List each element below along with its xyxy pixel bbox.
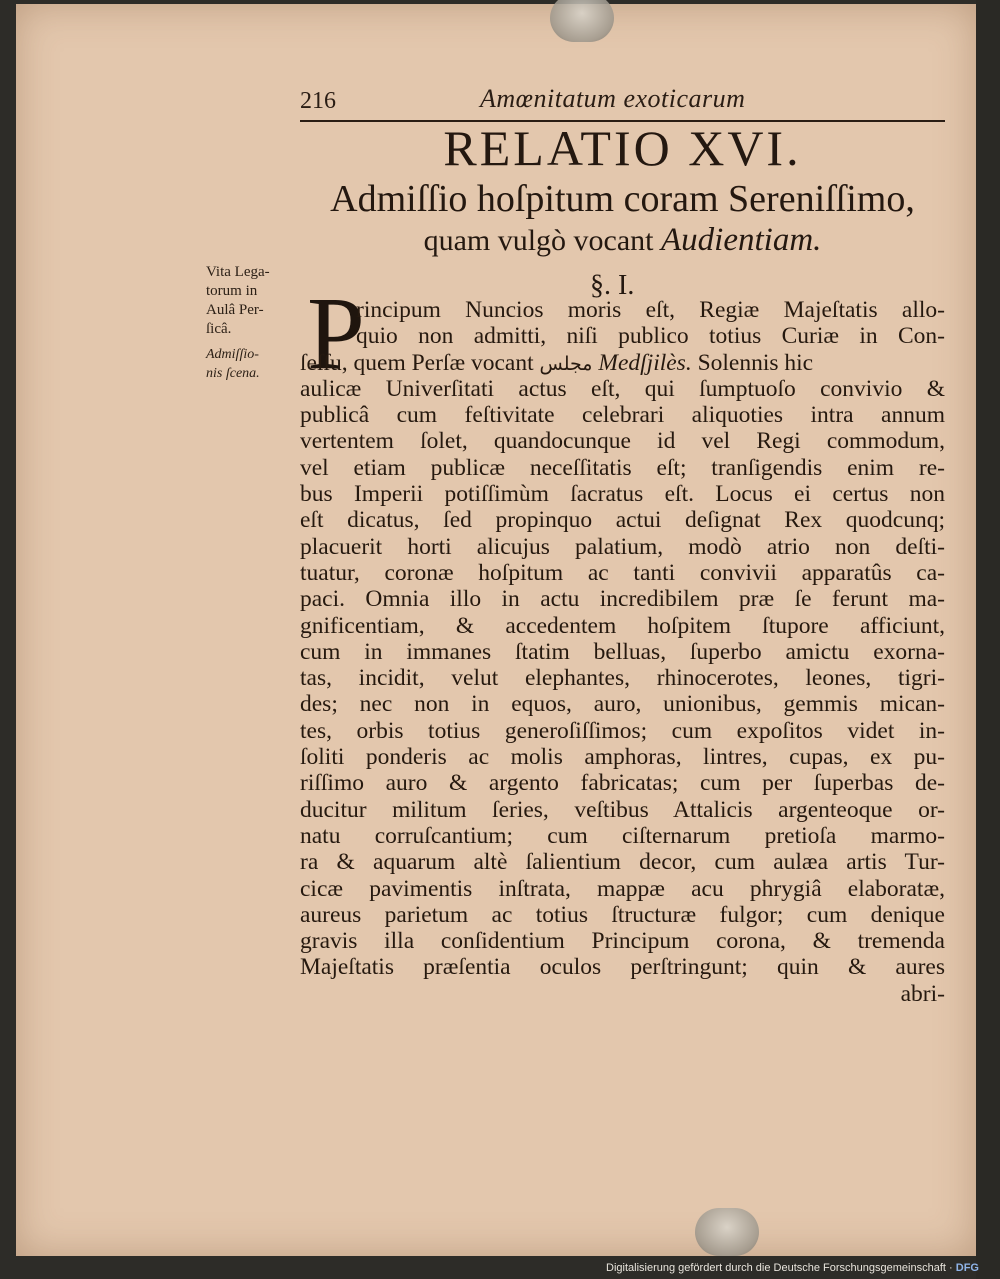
margin-note-line: Aulâ Per- (206, 302, 264, 318)
subtitle-italic: Audientiam. (661, 222, 822, 258)
text-line: ra & aquarum altè ſalientium decor, cum aulæa artis Tur- (300, 849, 945, 876)
text-line: tuatur, coronæ hoſpitum ac tanti convivii apparatûs ca- (300, 559, 945, 586)
text-line: cicæ pavimentis inſtrata, mappæ acu phrygiâ elaboratæ, (300, 875, 945, 902)
chapter-subtitle-line1: Admiſſio hoſpitum coram Sereniſſimo, (330, 178, 915, 220)
section-mark: §. I. (590, 270, 635, 301)
margin-note-line: nis ſcena. (206, 366, 260, 381)
text-line-tail: Solennis hic (691, 349, 814, 376)
text-line: rincipum Nuncios moris eſt, Regiæ Majeſtatis allo- (356, 297, 945, 323)
text-line: tas, incidit, velut elephantes, rhinocerotes, leones, tigri- (300, 665, 945, 692)
page-number: 216 (300, 88, 336, 114)
text-line: vel etiam publicæ neceſſitatis eſt; tranſigendis enim re- (300, 454, 945, 481)
scanner-bar (976, 0, 1000, 1279)
marginal-notes (206, 263, 288, 383)
page-header (300, 82, 945, 122)
text-line: placuerit horti alicujus palatium, modò atrio non deſti- (300, 533, 945, 560)
text-line: cum in immanes ſtatim belluas, ſuperbo amictu exorna- (300, 638, 945, 665)
margin-note-line: Vita Lega- (206, 264, 270, 280)
arabic-word: مجلس (539, 352, 593, 375)
text-line: natu corruſcantium; cum ciſternarum pretioſa marmo- (300, 822, 945, 849)
text-line: gnificentiam, & accedentem hoſpitem ſtupore afficiunt, (300, 612, 945, 639)
catchword: abri- (900, 980, 945, 1007)
page-clip-bottom (695, 1208, 759, 1256)
chapter-subtitle-line2 (300, 220, 945, 261)
margin-note-line: ſicâ. (206, 321, 232, 337)
page-clip-top (550, 0, 614, 42)
text-line: publicâ cum feſtivitate celebrari aliquoties intra annum (300, 402, 945, 429)
text-line: eſt dicatus, ſed propinquo actui deſignat Rex quodcunq; (300, 507, 945, 534)
text-line: riſſimo auro & argento fabricatas; cum per ſuperbas de- (300, 770, 945, 797)
text-line: gravis illa conſidentium Principum corona, & tremenda (300, 928, 945, 955)
margin-note-line: Admiſſio- (206, 347, 259, 362)
text-line: ducitur militum ſeries, veſtibus Attalicis argenteoque or- (300, 796, 945, 823)
margin-note-italic (206, 345, 288, 383)
text-line: vertentem ſolet, quandocunque id vel Regi commodum, (300, 428, 945, 455)
text-line: ſoliti ponderis ac molis amphoras, lintres, cupas, ex pu- (300, 744, 945, 771)
dfg-logo: DFG (955, 1262, 979, 1274)
text-line: tes, orbis totius generoſiſſimos; cum expoſitos videt in- (300, 717, 945, 744)
text-line-start: ſeſſu, quem Perſæ vocant (300, 349, 534, 376)
text-line: aureus parietum ac totius ſtructuræ fulgor; cum denique (300, 901, 945, 928)
italic-word: Medſjilès. (598, 349, 692, 376)
text-line: paci. Omnia illo in actu incredibilem præ ſe ferunt ma- (300, 586, 945, 613)
body-text (300, 297, 945, 1007)
text-line (300, 350, 945, 376)
footer-text: Digitalisierung gefördert durch die Deutsche Forschungsgemeinschaft · (606, 1262, 953, 1274)
text-line: quio non admitti, niſi publico totius Curiæ in Con- (356, 323, 945, 350)
text-line: bus Imperii potiſſimùm ſacratus eſt. Locus ei certus non (300, 481, 945, 508)
subtitle-plain: quam vulgò vocant (423, 224, 662, 257)
running-head: Amœnitatum exoticarum (480, 84, 746, 113)
text-line: des; nec non in equos, auro, unionibus, gemmis mican- (300, 691, 945, 718)
margin-note-line: torum in (206, 283, 258, 299)
drop-cap: P (307, 276, 365, 391)
text-line: aulicæ Univerſitati actus eſt, qui ſumptuoſo convivio & (300, 375, 945, 402)
text-line: Majeſtatis præſentia oculos perſtringunt; quin & aures (300, 954, 945, 981)
digitization-footer (606, 1262, 996, 1278)
chapter-title: RELATIO XVI. (443, 120, 802, 176)
